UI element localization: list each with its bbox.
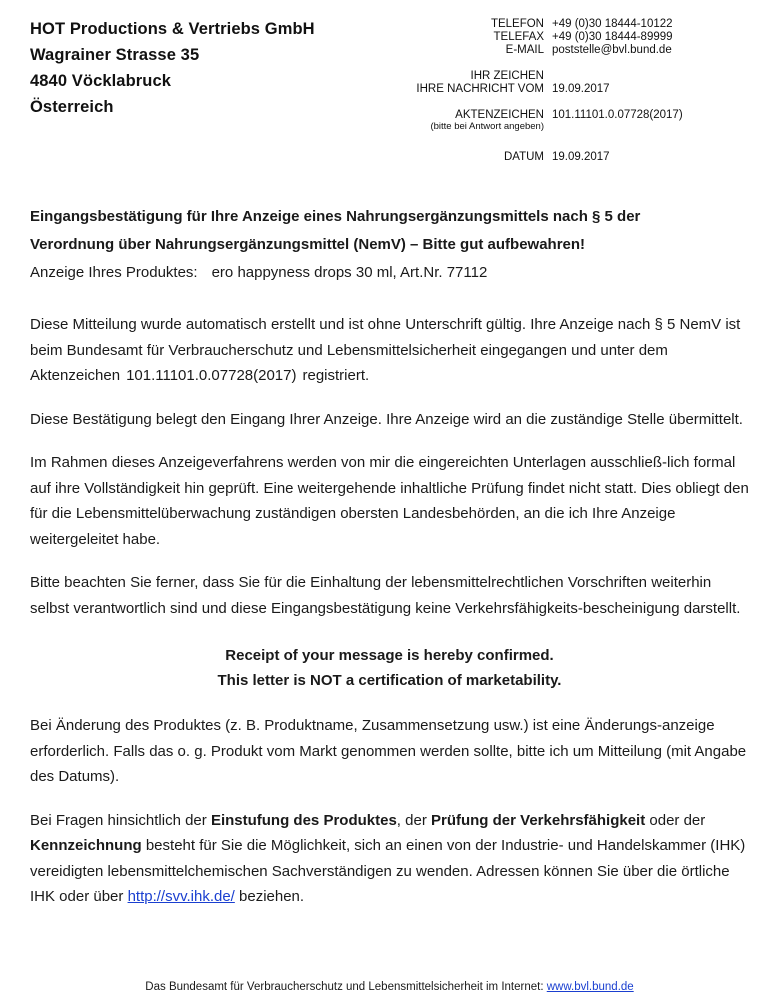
recipient-address xyxy=(30,16,315,120)
term-labelling: Kennzeichnung xyxy=(30,837,142,854)
paragraph-7-text-e: besteht für Sie die Möglichkeit, sich an einen von der Industrie- und Handelskammer (IHK) vereidigten lebensmittelchemischen Sachverständigen zu wenden. Adressen können Sie über die örtliche IHK oder über xyxy=(30,837,746,905)
product-value: ero happyness drops 30 ml, Art.Nr. 77112 xyxy=(211,264,488,281)
recipient-street: Wagrainer Strasse 35 xyxy=(30,46,200,64)
paragraph-7-text-a: Bei Fragen hinsichtlich der xyxy=(30,811,207,829)
file-number-value: 101.11101.0.07728(2017) xyxy=(552,109,683,121)
product-line xyxy=(30,260,749,286)
fax-value: +49 (0)30 18444-89999 xyxy=(552,31,673,43)
meta-spacer-3 xyxy=(374,138,749,151)
paragraph-7-text-f: beziehen. xyxy=(239,888,305,905)
file-number-label: AKTENZEICHEN xyxy=(455,109,544,121)
paragraph-confirmation: Diese Bestätigung belegt den Eingang Ihrer Anzeige. Ihre Anzeige wird an die zuständige Stelle übermittelt. xyxy=(30,410,743,428)
email-value: poststelle@bvl.bund.de xyxy=(552,44,672,56)
paragraph-7-text-d: oder der xyxy=(649,811,706,829)
english-notice-line-2: This letter is NOT a certification of marketability. xyxy=(217,672,562,689)
english-notice xyxy=(30,643,749,693)
meta-row-date xyxy=(374,151,749,163)
subject-line-2: Verordnung über Nahrungsergänzungsmittel (NemV) – Bitte gut aufbewahren! xyxy=(30,236,586,253)
your-reference-label: IHR ZEICHEN xyxy=(470,70,544,82)
page-footer xyxy=(0,981,779,993)
meta-row-file-number-note xyxy=(374,121,749,132)
paragraph-questions xyxy=(30,808,749,910)
file-number-note: (bitte bei Antwort angeben) xyxy=(430,121,544,132)
paragraph-1-text-a: Diese Mitteilung wurde automatisch erstellt und ist ohne Unterschrift gültig. Ihre Anzeige nach § 5 NemV ist beim Bundesamt für Verbraucherschutz und Lebensmittelsicherheit eingegangen und unter dem Aktenzeichen xyxy=(30,316,741,384)
paragraph-7-text-c: , der xyxy=(396,811,427,829)
recipient-city: 4840 Vöcklabruck xyxy=(30,72,172,90)
paragraph-1-file-number: 101.11101.0.07728(2017) xyxy=(126,367,297,384)
paragraph-product-change: Bei Änderung des Produktes (z. B. Produktname, Zusammensetzung usw.) ist eine Änderungs-anzeige erforderlich. Falls das o. g. Produkt vom Markt genommen werden sollte, bitte ich um Mitteilung (mit Angabe des Datums). xyxy=(30,717,747,785)
subject-line-1: Eingangsbestätigung für Ihre Anzeige eines Nahrungsergänzungsmittels nach § 5 der xyxy=(30,208,641,225)
date-value: 19.09.2017 xyxy=(552,151,610,163)
paragraph-responsibility: Bitte beachten Sie ferner, dass Sie für die Einhaltung der lebensmittelrechtlichen Vorschriften weiterhin selbst verantwortlich sind und diese Eingangsbestätigung keine Verkehrsfähigkeits-bescheinigung darstellt. xyxy=(30,574,741,617)
date-label: DATUM xyxy=(503,151,544,163)
paragraph-automatic-notice xyxy=(30,312,749,389)
product-label: Anzeige Ihres Produktes: xyxy=(30,264,198,281)
bvl-website-link[interactable]: www.bvl.bund.de xyxy=(546,981,634,993)
your-message-label: IHRE NACHRICHT VOM xyxy=(416,83,544,95)
paragraph-1-text-b: registriert. xyxy=(302,367,370,384)
meta-row-your-message-date xyxy=(374,83,749,95)
meta-spacer-2 xyxy=(374,96,749,109)
fax-label: TELEFAX xyxy=(493,31,544,43)
english-notice-line-1: Receipt of your message is hereby confirmed. xyxy=(225,647,554,664)
phone-value: +49 (0)30 18444-10122 xyxy=(552,18,673,30)
meta-row-phone xyxy=(374,18,749,30)
paragraph-formal-review: Im Rahmen dieses Anzeigeverfahrens werden von mir die eingereichten Unterlagen ausschließ-lich formal auf ihre Vollständigkeit hin geprüft. Eine weitergehende inhaltliche Prüfung findet nicht statt. Dies obliegt den für die Lebensmittelüberwachung zuständigen obersten Landesbehörden, an die ich Ihre Anzeige weitergeleitet habe. xyxy=(30,454,749,548)
phone-label: TELEFON xyxy=(490,18,544,30)
term-classification: Einstufung des Produktes xyxy=(210,811,397,829)
meta-spacer-1 xyxy=(374,57,749,70)
meta-row-file-number xyxy=(374,109,749,121)
letter-header xyxy=(30,16,749,164)
meta-row-your-reference xyxy=(374,70,749,82)
footer-text: Das Bundesamt für Verbraucherschutz und Lebensmittelsicherheit im Internet: xyxy=(145,981,544,993)
email-label: E-MAIL xyxy=(505,44,544,56)
recipient-company: HOT Productions & Vertriebs GmbH xyxy=(30,20,315,38)
meta-row-fax xyxy=(374,31,749,43)
your-message-value: 19.09.2017 xyxy=(552,83,610,95)
recipient-country: Österreich xyxy=(30,98,114,116)
term-marketability-check: Prüfung der Verkehrsfähigkeit xyxy=(430,811,646,829)
letter-meta-block xyxy=(374,16,749,164)
meta-row-email xyxy=(374,44,749,56)
svv-ihk-link[interactable]: http://svv.ihk.de/ xyxy=(127,888,235,905)
letter-body xyxy=(30,204,749,910)
